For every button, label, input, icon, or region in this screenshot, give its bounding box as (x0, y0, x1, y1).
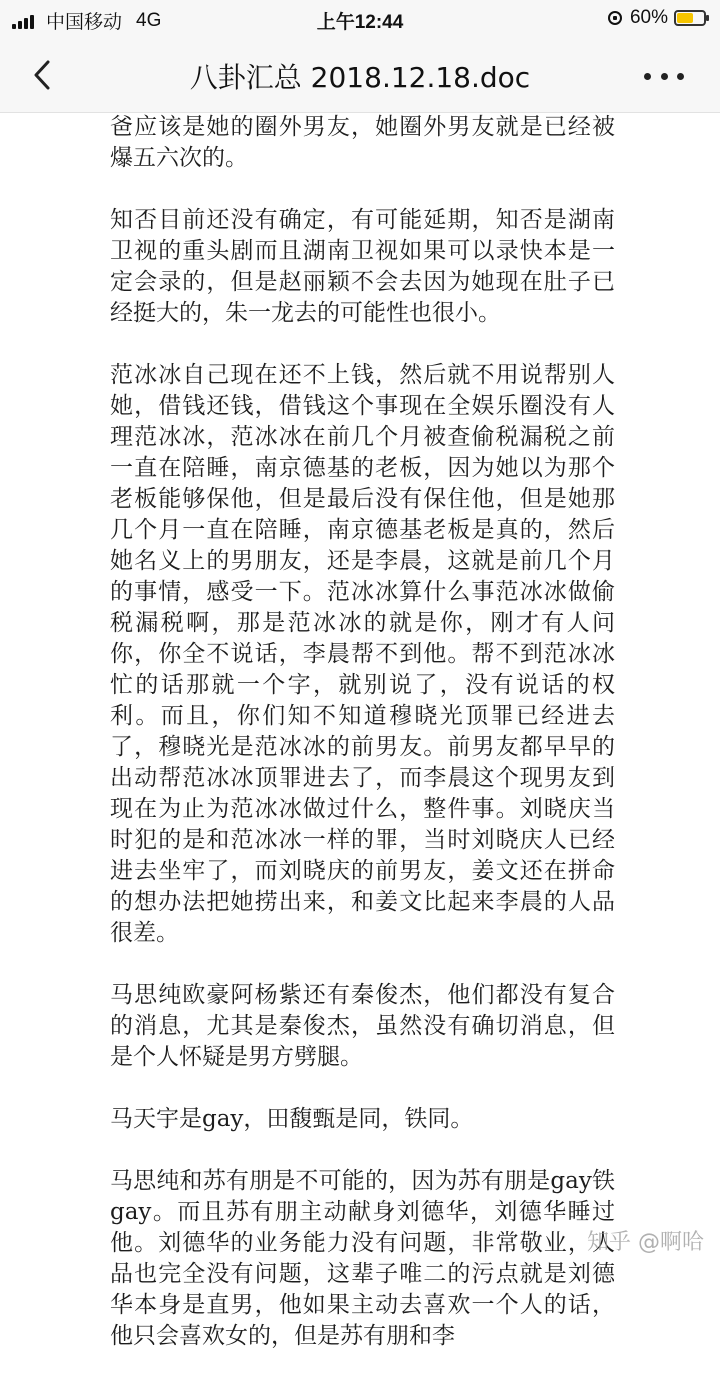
rotation-lock-icon (608, 11, 622, 25)
nav-bar (0, 38, 720, 113)
chevron-left-icon (28, 56, 58, 94)
paragraph: 马思纯和苏有朋是不可能的，因为苏有朋是gay铁gay。而且苏有朋主动献身刘德华，刘德华睡过他。刘德华的业务能力没有问题，非常敬业，人品也完全没有问题，这辈子唯二的污点就是刘德华本身是直男，他如果主动去喜欢一个人的话，他只会喜欢女的，但是苏有朋和李 (110, 1168, 615, 1349)
paragraph: 马天宇是gay，田馥甄是同，铁同。 (110, 1106, 474, 1132)
paragraph: 范冰冰自己现在还不上钱，然后就不用说帮别人她，借钱还钱，借钱这个事现在全娱乐圈没有人理范冰冰，范冰冰在前几个月被查偷税漏税之前一直在陪睡，南京德基的老板，因为她以为那个老板能够保他，但是最后没有保住他，但是她那几个月一直在陪睡，南京德基老板是真的，然后她名义上的男朋友，还是李晨，这就是前几个月的事情，感受一下。范冰冰算什么事范冰冰做偷税漏税啊，那是范冰冰的就是你，刚才有人问你，你全不说话，李晨帮不到他。帮不到范冰冰忙的话那就一个字，就别说了，没有说话的权利。而且，你们知不知道穆晓光顶罪已经进去了，穆晓光是范冰冰的前男友。前男友都早早的出动帮范冰冰顶罪进去了，而李晨这个现男友到现在为止为范冰冰做过什么，整件事。刘晓庆当时犯的是和范冰冰一样的罪，当时刘晓庆人已经进去坐牢了，而刘晓庆的前男友，姜文还在拼命的想办法把她捞出来，和姜文比起来李晨的人品很差。 (110, 362, 615, 946)
more-dots-icon (644, 73, 651, 80)
document-body[interactable] (110, 112, 615, 1383)
paragraph: 爸应该是她的圈外男友，她圈外男友就是已经被爆五六次的。 (110, 114, 615, 171)
watermark: 知乎 @啊哈 (587, 1230, 704, 1255)
status-right (608, 7, 706, 29)
paragraph: 知否目前还没有确定，有可能延期，知否是湖南卫视的重头剧而且湖南卫视如果可以录快本是一定会录的，但是赵丽颖不会去因为她现在肚子已经挺大的，朱一龙去的可能性也很小。 (110, 207, 615, 326)
battery-percent: 60% (629, 7, 668, 28)
carrier-label: 中国移动 (46, 12, 123, 33)
battery-fill (677, 13, 693, 23)
network-label: 4G (136, 9, 162, 31)
status-time: 上午12:44 (316, 12, 404, 33)
back-button[interactable] (28, 56, 58, 94)
status-bar (0, 0, 720, 38)
page-title: 八卦汇总 2018.12.18.doc (189, 61, 531, 94)
battery-icon (674, 10, 706, 26)
more-button[interactable] (644, 66, 684, 86)
paragraph: 马思纯欧豪阿杨紫还有秦俊杰，他们都没有复合的消息，尤其是秦俊杰，虽然没有确切消息，但是个人怀疑是男方劈腿。 (110, 982, 615, 1070)
